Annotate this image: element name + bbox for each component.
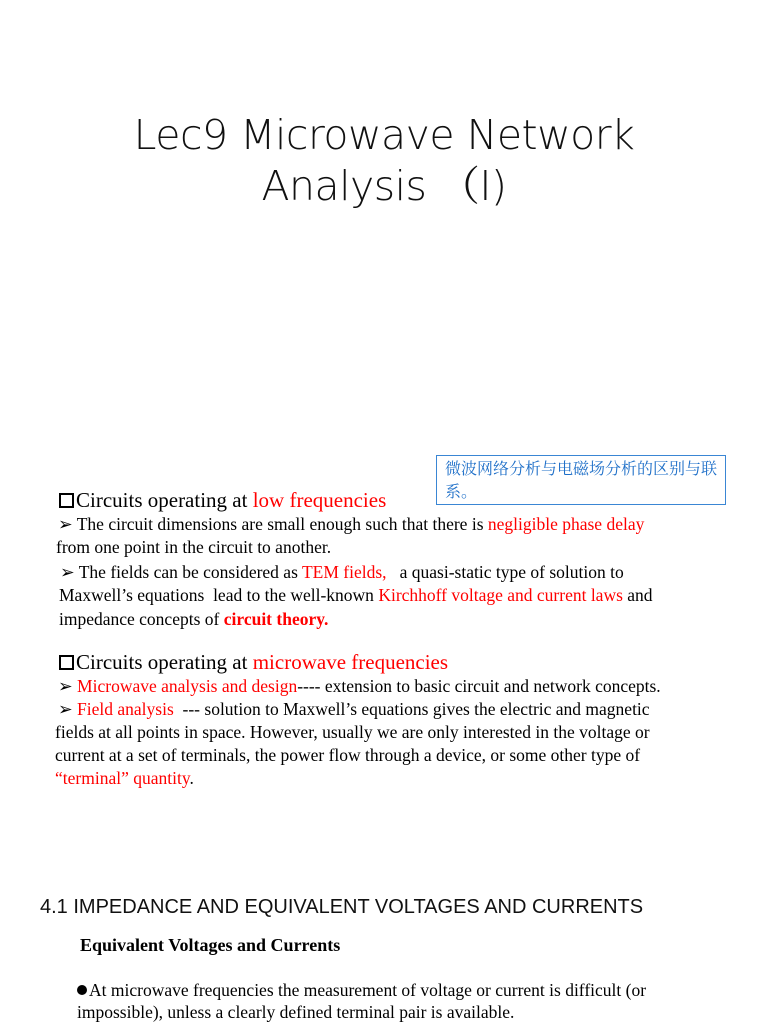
text: ---- extension to basic circuit and network concepts.: [297, 676, 661, 696]
heading-highlight: microwave frequencies: [252, 650, 449, 674]
section-heading: 4.1 IMPEDANCE AND EQUIVALENT VOLTAGES AND CURRENTS: [40, 896, 644, 918]
microwave-point-2-line-3: current at a set of terminals, the power flow through a device, or some other type of: [55, 745, 641, 765]
section-subheading: Equivalent Voltages and Currents: [80, 935, 341, 955]
low-freq-point-1-line-1: [58, 513, 644, 536]
text: --- solution to Maxwell’s equations gives the electric and magnetic: [173, 699, 650, 719]
arrow-bullet-icon: ➢: [58, 676, 73, 696]
arrow-bullet-icon: ➢: [58, 699, 73, 719]
microwave-freq-heading: [58, 649, 448, 675]
text: a quasi-static type of solution to: [386, 562, 624, 582]
section-bullet-1-line-1: [77, 979, 646, 1002]
text: .: [189, 768, 194, 788]
microwave-point-2-line-1: [58, 698, 650, 721]
square-bullet-icon: [59, 655, 74, 670]
chinese-note-box: 微波网络分析与电磁场分析的区别与联系。: [436, 455, 726, 505]
highlight: Field analysis: [77, 699, 174, 719]
heading-text: Circuits operating at: [76, 650, 253, 674]
microwave-point-1: [58, 675, 661, 698]
highlight: “terminal” quantity: [55, 768, 190, 788]
title-line-1: Lec9 Microwave Network: [133, 111, 635, 159]
low-freq-point-2-line-3: [59, 608, 328, 631]
heading-text: Circuits operating at: [76, 488, 253, 512]
arrow-bullet-icon: ➢: [60, 562, 75, 582]
arrow-bullet-icon: ➢: [58, 514, 73, 534]
low-freq-point-2-line-2: [59, 584, 653, 607]
text: The circuit dimensions are small enough such that there is: [76, 514, 488, 534]
highlight-bold: circuit theory.: [223, 609, 329, 629]
highlight: negligible phase delay: [487, 514, 645, 534]
dot-bullet-icon: [77, 985, 87, 995]
microwave-point-2-line-2: fields at all points in space. However, usually we are only interested in the voltage or: [55, 722, 650, 742]
low-freq-point-2-line-1: [60, 561, 624, 584]
title-line-2: Analysis （I): [261, 162, 507, 210]
section-bullet-1-line-2: impossible), unless a clearly defined terminal pair is available.: [77, 1002, 515, 1022]
microwave-point-2-line-4: [55, 767, 194, 790]
highlight: Microwave analysis and design: [77, 676, 298, 696]
text: Maxwell’s equations lead to the well-known: [59, 585, 379, 605]
square-bullet-icon: [59, 493, 74, 508]
text: The fields can be considered as: [78, 562, 302, 582]
highlight: TEM fields,: [301, 562, 387, 582]
highlight: Kirchhoff voltage and current laws: [378, 585, 623, 605]
low-freq-point-1-line-2: from one point in the circuit to another.: [56, 537, 332, 557]
text: At microwave frequencies the measurement of voltage or current is difficult (or: [89, 980, 647, 1000]
low-freq-heading: [58, 487, 386, 513]
text: impedance concepts of: [59, 609, 224, 629]
heading-highlight: low frequencies: [252, 488, 387, 512]
text: and: [622, 585, 653, 605]
